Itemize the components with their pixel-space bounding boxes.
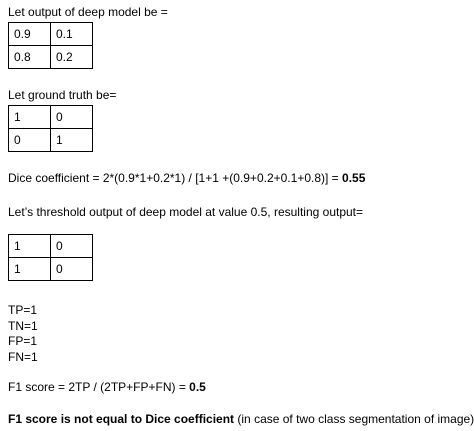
matrix-cell: 0 xyxy=(51,258,93,281)
tp-count: TP=1 xyxy=(8,303,38,317)
matrix-cell: 1 xyxy=(9,106,51,129)
thresholded-matrix xyxy=(8,234,93,281)
confusion-counts xyxy=(8,303,38,365)
matrix-cell: 1 xyxy=(9,235,51,258)
matrix-row xyxy=(9,258,93,281)
matrix-row xyxy=(9,235,93,258)
tn-count: TN=1 xyxy=(8,318,38,333)
conclusion-bold: F1 score is not equal to Dice coefficient xyxy=(8,412,235,426)
dice-value: 0.55 xyxy=(342,171,366,185)
conclusion-rest: (in case of two class segmentation of image) xyxy=(234,412,474,426)
matrix-cell: 0 xyxy=(51,106,93,129)
f1-formula xyxy=(8,380,206,394)
matrix-row xyxy=(9,106,93,129)
dice-formula-text: Dice coefficient = 2*(0.9*1+0.2*1) / [1+1 +(0.9+0.2+0.1+0.8)] = xyxy=(8,171,343,185)
f1-formula-text: F1 score = 2TP / (2TP+FP+FN) = xyxy=(8,380,190,394)
dice-formula xyxy=(8,171,365,185)
output-intro-text: Let output of deep model be = xyxy=(8,5,168,19)
matrix-row xyxy=(9,46,93,69)
matrix-cell: 1 xyxy=(9,258,51,281)
truth-intro-text: Let ground truth be= xyxy=(8,88,117,102)
matrix-cell: 0.2 xyxy=(51,46,93,69)
matrix-cell: 0.9 xyxy=(9,23,51,46)
fn-count: FN=1 xyxy=(8,349,38,364)
conclusion xyxy=(8,412,474,426)
output-matrix xyxy=(8,22,93,69)
matrix-cell: 0 xyxy=(9,129,51,152)
matrix-cell: 0.8 xyxy=(9,46,51,69)
fp-count: FP=1 xyxy=(8,334,38,348)
matrix-row xyxy=(9,129,93,152)
matrix-cell: 1 xyxy=(51,129,93,152)
matrix-row xyxy=(9,23,93,46)
threshold-text: Let’s threshold output of deep model at value 0.5, resulting output= xyxy=(8,205,364,219)
matrix-cell: 0 xyxy=(51,235,93,258)
f1-value: 0.5 xyxy=(189,380,206,394)
truth-matrix xyxy=(8,105,93,152)
matrix-cell: 0.1 xyxy=(51,23,93,46)
